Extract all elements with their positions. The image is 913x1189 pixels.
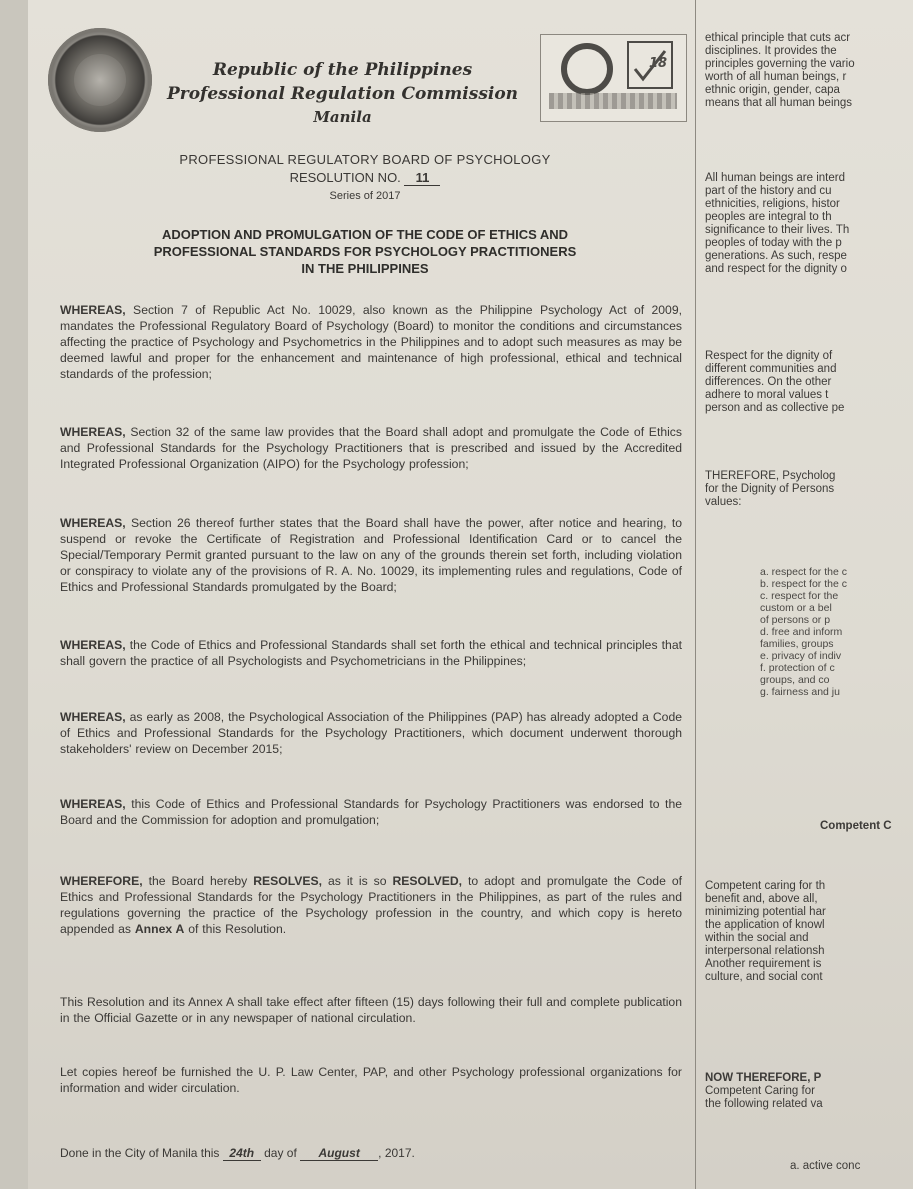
whereas-clause: WHEREAS, Section 26 thereof further states that the Board shall have the power, after notice and hearing, to suspend or revoke the Certificate of Registration and Professional Identification Card or to cancel the Special/Temporary Permit granted pursuant to the law on any of the grounds therein set forth, including violation or conspiracy to violate any of the provisions of R. A. No. 10029, its implementing rules and regulations, Code of Ethics and Professional Standards promulgated by the Board; [60, 516, 682, 594]
binding-gutter [0, 0, 29, 1189]
document-title-line-3: IN THE PHILIPPINES [301, 261, 429, 276]
iso-certification-logo [540, 34, 687, 122]
wherefore-clause: WHEREFORE, the Board hereby RESOLVES, as it is so RESOLVED, to adopt and promulgate the Code of Ethics and Professional Standards for the Psychology Practitioners in the Philippines, as part of the rules and regulations governing the practice of the Psychology profession in the country, and which copy is hereto appended as Annex A of this Resolution. [60, 874, 682, 936]
document-title-line-2: PROFESSIONAL STANDARDS FOR PSYCHOLOGY PRACTITIONERS [153, 244, 577, 259]
right-column-block-5: Competent caring for th benefit and, above all, minimizing potential har the application of knowl within the social and interpersonal relationsh Another requirement is culture, and social cont [705, 880, 826, 983]
signing-date-line: Done in the City of Manila this 24th day of August , 2017. [60, 1146, 415, 1160]
signing-month: August [300, 1146, 378, 1161]
effectivity-clause: This Resolution and its Annex A shall take effect after fifteen (15) days following their full and complete publication in the Official Gazette or in any newspaper of national circulation. [60, 995, 682, 1025]
signing-day: 24th [223, 1146, 261, 1161]
document-title-line-1: ADOPTION AND PROMULGATION OF THE CODE OF ETHICS AND [161, 227, 569, 242]
right-column-block-4: THEREFORE, Psycholog for the Dignity of Persons values: [705, 470, 836, 508]
right-column-value-list: a. respect for the c b. respect for the c c. respect for the custom or a bel of persons or p d. free and inform families, groups e. privacy of indiv f. protection of c groups, and co g. fairness and ju [760, 566, 847, 698]
right-column-block-6: NOW THEREFORE, P Competent Caring for the following related va [705, 1072, 823, 1110]
resolution-number: RESOLUTION NO. 11 [60, 170, 670, 186]
right-column-heading: Competent C [820, 820, 892, 832]
right-column-block-2: All human beings are interd part of the history and cu ethnicities, religions, histor peoples are integral to th significance to their lives. Th peoples of today with the p generations. As such, respe and respect for the dignity o [705, 172, 850, 275]
column-divider [695, 0, 696, 1189]
right-column-block-3: Respect for the dignity of different communities and differences. On the other adhere to moral values t person and as collective pe [705, 350, 845, 414]
right-column-block-1: ethical principle that cuts acr disciplines. It provides the principles governing the vario worth of all human beings, r ethnic origin, gender, capa means that all human beings [705, 32, 855, 109]
svg-text:18: 18 [649, 56, 668, 71]
whereas-clause: WHEREAS, Section 32 of the same law provides that the Board shall adopt and promulgate the Code of Ethics and Professional Standards for the Psychology Practitioners that is prescribed and issued by the Accredited Integrated Professional Organization (AIPO) for the Psychology profession; [60, 425, 682, 471]
commission-heading: Professional Regulation Commission [166, 84, 519, 104]
resolution-number-value: 11 [404, 170, 440, 186]
right-column-last-item: a. active conc [790, 1160, 861, 1172]
copies-clause: Let copies hereof be furnished the U. P. Law Center, PAP, and other Psychology professional organizations for information and wider circulation. [60, 1065, 682, 1095]
bagong-pilipinas-seal-icon [48, 28, 152, 132]
resolution-series: Series of 2017 [329, 190, 401, 202]
board-name: PROFESSIONAL REGULATORY BOARD OF PSYCHOLOGY [179, 152, 551, 167]
whereas-clause: WHEREAS, this Code of Ethics and Professional Standards for Psychology Practitioners was endorsed to the Board and the Commission for adoption and promulgation; [60, 797, 682, 827]
city-heading: Manila [313, 108, 372, 126]
whereas-clause: WHEREAS, Section 7 of Republic Act No. 10029, also known as the Philippine Psychology Act of 2009, mandates the Professional Regulatory Board of Psychology (Board) to monitor the conditions and circumstances affecting the practice of Psychology and Psychometrics in the Philippines and to adopt such measures as may be deemed lawful and proper for the enhancement and maintenance of high professional, ethical and technical standards of the profession; [60, 303, 682, 381]
whereas-clause: WHEREAS, as early as 2008, the Psychological Association of the Philippines (PAP) has already adopted a Code of Ethics and Professional Standards for the Psychology Practitioners, which document underwent thorough stakeholders' review on December 2015; [60, 710, 682, 756]
republic-heading: Republic of the Philippines [212, 60, 473, 80]
whereas-clause: WHEREAS, the Code of Ethics and Professional Standards shall set forth the ethical and technical principles that shall govern the practice of all Psychologists and Psychometricians in the Philippines; [60, 638, 682, 668]
